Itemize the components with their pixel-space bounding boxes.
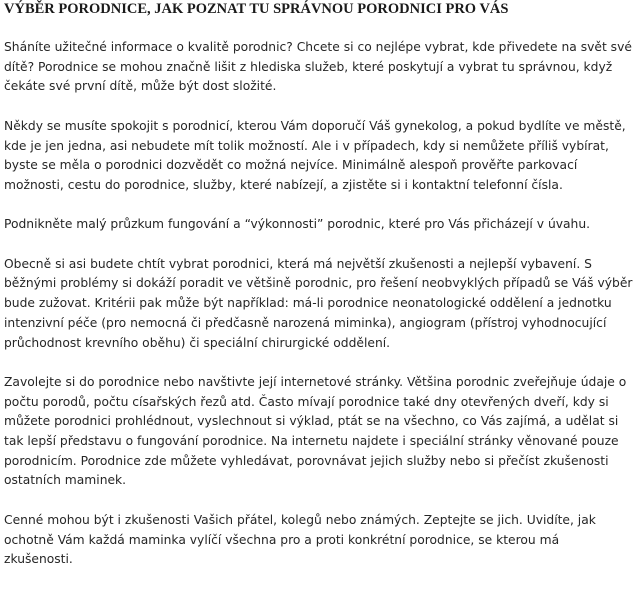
text-line: Cenné mohou být i zkušenosti Vašich přátel, kolegů nebo známých. Zeptejte se jich. Uvidíte, jak — [4, 512, 596, 527]
text-line: zkušenosti. — [4, 552, 73, 567]
text-line: dítě? Porodnice se mohou značně lišit z hlediska služeb, které poskytují a vybrat tu správnou, když — [4, 59, 613, 74]
paragraph-intro — [4, 38, 640, 97]
article-body — [4, 38, 640, 590]
text-line: Obecně si asi budete chtít vybrat porodnici, která má největší zkušenosti a nejlepší vybavení. S — [4, 256, 592, 271]
text-line: Podnikněte malý průzkum fungování a “výkonnosti” porodnic, které pro Vás přicházejí v úvahu. — [4, 217, 591, 232]
text-line: průchodnost krevního oběhu) či speciální chirurgické oddělení. — [4, 335, 391, 350]
text-line: Zavolejte si do porodnice nebo navštivte její internetové stránky. Většina porodnic zveřejňuje údaje o — [4, 374, 627, 389]
text-line: ochotně Vám každá maminka vylíčí všechna pro a proti konkrétní porodnice, se kterou má — [4, 532, 560, 547]
text-line: kde je jen jedna, asi nebudete mít tolik možností. Ale i v případech, kdy si nemůžete příliš vybírat, — [4, 138, 609, 153]
text-line: Sháníte užitečné informace o kvalitě porodnic? Chcete si co nejlépe vybrat, kde přivedete na svět své — [4, 40, 632, 54]
text-line: čekáte své první dítě, může být dost složité. — [4, 79, 277, 94]
paragraph-research — [4, 215, 640, 235]
text-line: běžnými problémy si dokáží poradit ve většině porodnic, pro řešení neobvyklých případů se Váš výběr — [4, 276, 633, 291]
text-line: byste se měla o porodnici dozvědět co možná nejvíce. Minimálně alespoň prověřte parkovací — [4, 158, 578, 173]
paragraph-friends — [4, 511, 640, 570]
paragraph-gynecologist — [4, 117, 640, 196]
text-line: možnosti, cestu do porodnice, služby, které nabízejí, a zjistěte si i kontaktní telefonní čísla. — [4, 177, 563, 192]
page-title: VÝBĚR PORODNICE, JAK POZNAT TU SPRÁVNOU PORODNICI PRO VÁS — [4, 1, 509, 17]
text-line: porodnicím. Porodnice zde můžete vyhledávat, porovnávat jejich služby nebo si přečíst zkušenosti — [4, 453, 609, 468]
text-line: bude zužovat. Kritérii pak může být například: má-li porodnice neonatologické oddělení a jednotku — [4, 296, 612, 311]
text-line: můžete porodnici prohlédnout, vyslechnout si výklad, ptát se na všechno, co Vás zajímá, a udělat si — [4, 414, 619, 429]
text-line: počtu porodů, počtu císařských řezů atd. Často mívají porodnice také dny otevřených dveří, kdy si — [4, 394, 609, 409]
text-line: intenzivní péče (pro nemocná či předčasně narozená miminka), angiogram (přístroj vyhodnocující — [4, 315, 607, 330]
text-line: tak lepší představu o fungování porodnice. Na internetu najdete i speciální stránky věnované pouze — [4, 434, 619, 448]
paragraph-contact — [4, 373, 640, 491]
text-line: Někdy se musíte spokojit s porodnicí, kterou Vám doporučí Váš gynekolog, a pokud bydlíte ve městě, — [4, 118, 626, 133]
paragraph-equipment — [4, 255, 640, 354]
text-line: ostatních maminek. — [4, 473, 127, 488]
